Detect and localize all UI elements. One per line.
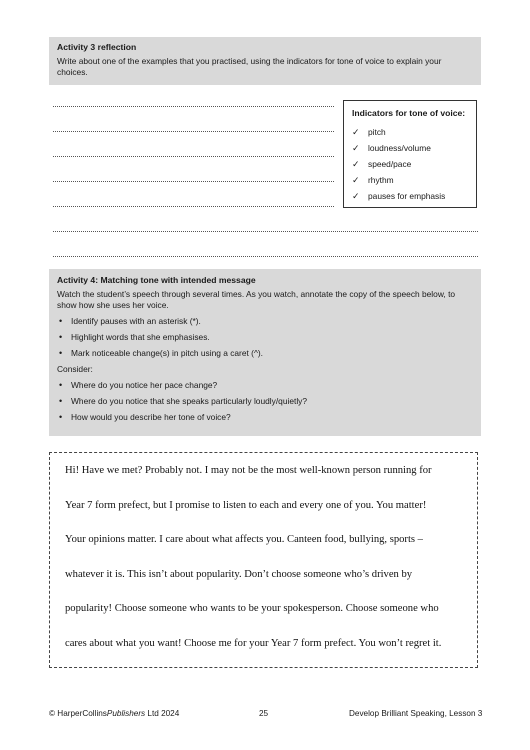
indicator-label: speed/pace [368,159,412,169]
copyright-italic: Publishers [106,709,146,718]
task-item: • Identify pauses with an asterisk (*). [57,316,473,327]
indicator-label: pauses for emphasis [368,191,446,201]
writing-line[interactable] [53,106,334,107]
speech-line: popularity! Choose someone who wants to be your spokesperson. Choose someone who [65,603,439,614]
reflection-title: Activity 3 reflection [57,42,137,52]
indicator-label: rhythm [368,175,394,185]
check-icon: ✓ [352,126,360,137]
reflection-box [49,37,481,85]
task-item: • Highlight words that she emphasises. [57,332,473,343]
indicators-box [343,100,477,208]
copyright-prefix: © HarperCollins [49,709,107,718]
writing-line[interactable] [53,181,334,182]
task-list [57,316,473,359]
writing-line[interactable] [53,131,334,132]
writing-line[interactable] [53,231,478,232]
footer-copyright [49,709,179,719]
consider-label: Consider: [57,364,93,374]
speech-line: cares about what you want! Choose me for your Year 7 form prefect. You won’t regret it. [65,637,442,649]
indicator-item [352,156,470,172]
footer-series: Develop Brilliant Speaking, Lesson 3 [349,709,483,718]
reflection-instruction: Write about one of the examples that you practised, using the indicators for tone of voice to explain your choices. [57,56,442,77]
question-item: • Where do you notice her pace change? [57,380,473,391]
speech-box [49,452,478,668]
question-list [57,380,473,423]
writing-line[interactable] [53,206,334,207]
indicator-item [352,124,470,140]
check-icon: ✓ [352,142,360,153]
task-item: • Mark noticeable change(s) in pitch using a caret (^). [57,348,473,359]
writing-line[interactable] [53,256,478,257]
copyright-suffix: Ltd 2024 [145,709,180,718]
indicators-list [352,124,470,204]
page-number: 25 [259,709,269,718]
activity4-title: Activity 4: Matching tone with intended message [57,275,256,285]
speech-line: Your opinions matter. I care about what affects you. Canteen food, bullying, sports – [65,534,423,545]
activity4-box [49,269,481,436]
question-item: • Where do you notice that she speaks particularly loudly/quietly? [57,396,473,407]
indicators-title: Indicators for tone of voice: [352,108,466,118]
speech-line: Hi! Have we met? Probably not. I may not be the most well-known person running for [65,465,432,476]
indicator-item [352,188,470,204]
check-icon: ✓ [352,174,360,185]
activity4-instruction: Watch the student’s speech through several times. As you watch, annotate the copy of the speech below, to show how she uses her voice. [57,289,456,310]
speech-line: whatever it is. This isn’t about popularity. Don’t choose someone who’s driven by [65,568,413,580]
speech-line: Year 7 form prefect, but I promise to listen to each and every one of you. You matter! [65,499,427,511]
indicator-item [352,140,470,156]
indicator-label: pitch [368,127,386,137]
question-item: • How would you describe her tone of voice? [57,412,473,423]
writing-line[interactable] [53,156,334,157]
indicator-item [352,172,470,188]
check-icon: ✓ [352,190,360,201]
indicator-label: loudness/volume [368,143,431,153]
check-icon: ✓ [352,158,360,169]
